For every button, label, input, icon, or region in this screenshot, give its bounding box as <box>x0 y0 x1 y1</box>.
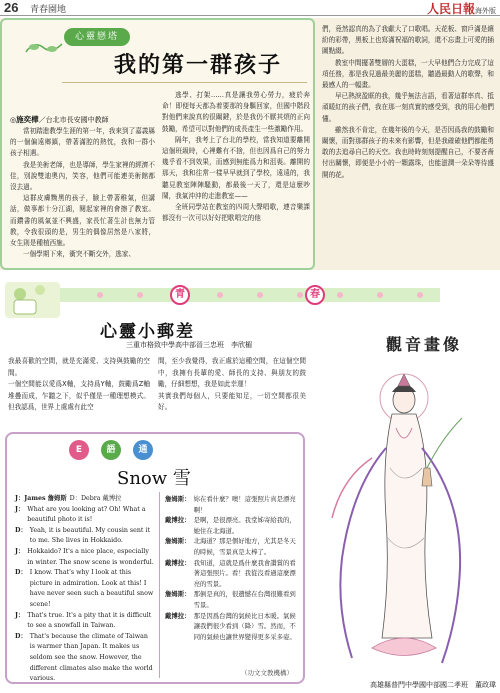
article-column-3: 們，竟然認真的為了我獻大了口歌唱。天花板、窗戶滿是繽紛的彩帶，黑板上也寫滿祝福的歌詞，還不忘畫上可愛的插圖點綴。 教室中間擺著雙層的大蛋糕，一大早他們合力完成了這項任務，那是我見過最美麗的蛋糕，聽過最動人的歌聲，和最感人的一幅畫。 早已熱淚盈眶的我，幾乎無法言語，看著這群率真、抵頑暖紅的孩子們，我在那一刻真實的感受到，我的用心他們懂。 雖然我不肯定，在幾年後的今天，是否因爲我的鼓勵和關懷，而對那群孩子的未來有影響，但是我確確他們都能勇敢的去追尋自己的天空。我也時時刻刻提醒自己，不要吝嗇付出關懷，即便是小小的一顆露珠，也能滋潤一朵朵等待盛開的花。 <box>322 25 494 179</box>
article-column-2: 逃學、打架……真是讓我勞心勞力，疲於奔命！即便每天都為着要那的身驅回家，但國中階段對他們來說真的很關鍵，於是我仍不厭其煩的正向鼓勵，希望可以對他們的成長產生一些激勵作用。 隔年，我考上了台北的學校，當我知道要離開這個班級時，心裡難有不捨，但也因爲自己的努力幾乎看不到效果，而感到無能爲力和沮喪。離開的那天，我和往常一樣早早就到了學校，遠遠的，我聽見教室陣陣騷動，都最後一天了，還是這麼吵鬧，我氣沖沖的走進教室—— 全班同學站在教室的四周大聲唱歌，連音樂課都沒有一次可以好好把歌唱完的他 <box>162 91 310 223</box>
leaf-decoration-icon <box>24 40 64 56</box>
article-byline: ◎施奕樺／台北市長安國中教師 <box>10 115 109 124</box>
dialogue-line: D： Yeah, it is beautiful. My cousin sent it to me. She lives in Hokkaido. <box>15 526 150 545</box>
dialogue-line: J： That's true. It's a pity that it is difficult to see a snowfall in Taiwan. <box>15 611 152 630</box>
poem-title: 心靈小郵差 <box>100 322 195 342</box>
e-lang-title: Snow 雪 <box>117 468 191 489</box>
e-lang-box <box>5 432 305 684</box>
feature-left-panel <box>0 18 315 270</box>
poem-column-1: 我最喜歡的空間，就是充滿愛、支持與鼓勵的空間。 一個空間能以愛爲X軸，支持爲Y軸，鼓勵爲Z軸堆疊而成，乍聽之下，似乎僅是一種理想模式。但我認爲，世界上處處有此空 <box>8 357 150 411</box>
dialogue-line: D： I know. That's why I look at this picture in admiration. Look at this! I have never seen such a beautiful snow scene! <box>15 569 154 608</box>
section-band <box>0 284 500 306</box>
article-title: 我的第一群孩子 <box>114 52 283 78</box>
e-bubble: E <box>69 440 89 460</box>
poem-author: 三重市格致中學高中部晉三忠班 李欣楣 <box>126 341 252 349</box>
painting-caption: 高雄縣普門中學國中部國二孝班 董政瑋 <box>370 681 496 689</box>
dialogue-line: 戴博拉： 那是因爲台灣的氣候比日本暖。氣候讓我們很少看到（降）雪。然而，不同的氣候也讓世界變得更多采多姿。 <box>165 611 296 641</box>
guanyin-figure-icon <box>312 318 496 680</box>
e-lang-credit: （功文文教機構） <box>241 669 293 677</box>
dialogue-line: 詹姆斯： 妳在看什麼？噢！這張照片真是漂亮啊！ <box>165 495 296 514</box>
dialogue-line: J： What are you looking at? Oh! What a beautiful photo it is! <box>15 505 146 524</box>
dialogue-line: 詹姆斯： 那倒是真的，很遺憾在台灣很難看到雪景。 <box>165 590 296 609</box>
e-lang-divider <box>159 492 160 678</box>
dialogue-line: 戴博拉： 是啊，是很漂亮。我堂姊寄給我的，她住在北海道。 <box>165 516 296 535</box>
dialogue-line: J： Hokkaido? It's a nice place, especially in winter. The snow scene is wonderful. <box>15 547 154 566</box>
dialogue-line: D： That's because the climate of Taiwan is warmer than Japan. It makes us seldom see the snow. However, the different climates also make the world various. <box>15 632 153 683</box>
poem-column-2: 間，至少我覺得，我正處於這種空間，在這個空間中，我擁有長輩的愛、師長的支持、與朋友的鼓勵，仔細想想，我是如此幸運！ 其實我們每個人，只要能知足，一切空間都很美好。 <box>158 357 306 411</box>
page-header <box>0 0 500 16</box>
dialogue-line: J：James 詹姆斯 D：Debra 戴博拉 <box>15 495 122 502</box>
masthead-logo: 人民日報海外版 <box>426 2 496 16</box>
section-name: 青春園地 <box>30 5 67 15</box>
page-number: 26 <box>4 0 19 15</box>
title-divider <box>62 82 307 83</box>
band-label-left: 青 <box>170 285 190 305</box>
painting-title: 觀音畫像 <box>386 335 463 354</box>
dialogue-english <box>15 494 155 685</box>
yu-bubble: 語 <box>101 440 121 460</box>
dialogue-chinese <box>165 494 299 642</box>
column-kicker: 心靈戀塔 <box>64 28 130 46</box>
tong-bubble: 通 <box>133 440 153 460</box>
guanyin-painting <box>312 318 496 680</box>
article-column-1: 當初踏進教學生涯的第一年，我來到了嘉義縣的一個偏遠鄉鎮，帶著滿腔的熱忱，我和一群小孩子相遇。 我是美術老師，也是導師，學生家裡的經濟不佳，別說雙迪奧內，笑容，他們可能連美術館都沒去過。 這群皮膚黝黑的孩子，臉上帶著稚氣，但講話，做事都十分江湖，閱起家裡的會擦了教室。而鑽書的風氣並不興盛，家長忙著生計也無力管教，令我很頭的是，男生的偶像居然是八家將，女生則是種植西施。 一個學期下來，衝突不斷交外，逃家、 <box>10 127 155 259</box>
dialogue-line: 戴博拉： 我知道，這就是爲什麼我會讚賞的看著這張照片。看！我從沒看過這麼漂亮的雪景。 <box>165 558 296 588</box>
dialogue-line: 詹姆斯： 北海道？那是個好地方，尤其是冬天的時候，雪景真是太棒了。 <box>165 537 296 556</box>
band-label-right: 春 <box>305 285 325 305</box>
feature-article <box>0 18 500 270</box>
